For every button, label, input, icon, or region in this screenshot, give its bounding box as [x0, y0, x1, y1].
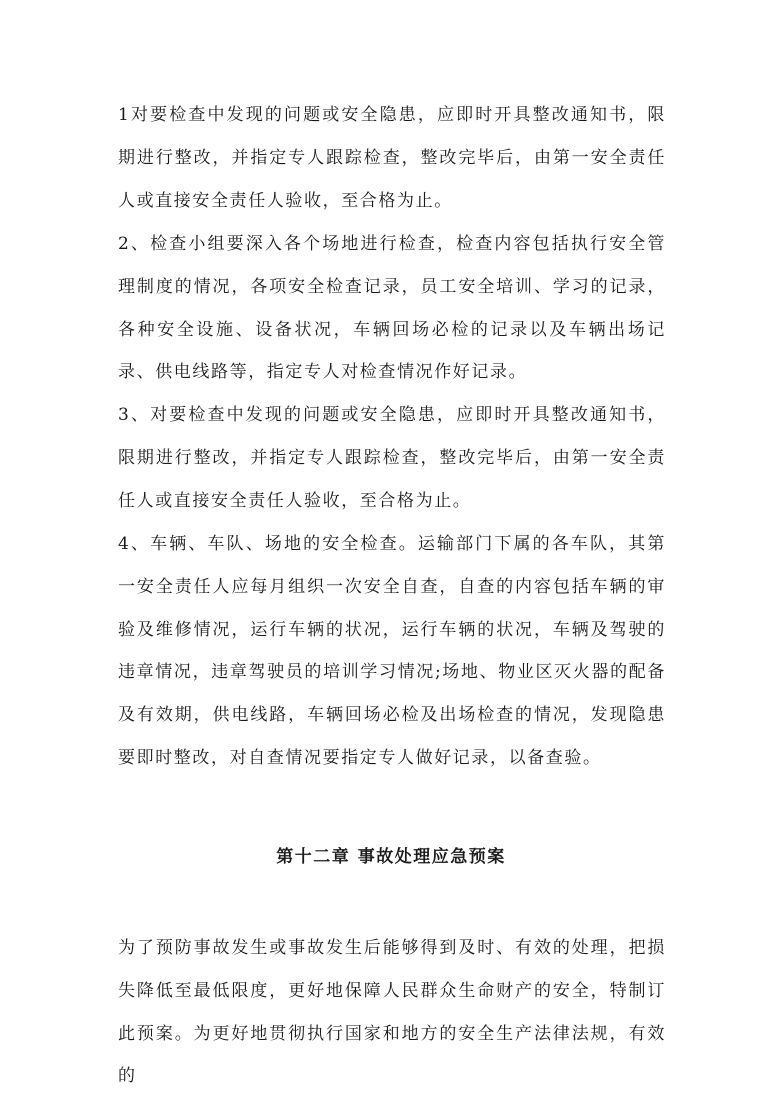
paragraph-item-1: 1对要检查中发现的问题或安全隐患，应即时开具整改通知书，限期进行整改，并指定专人跟踪检查，整改完毕后，由第一安全责任人或直接安全责任人验收，至合格为止。	[118, 105, 666, 211]
paragraph-item-4: 4、车辆、车队、场地的安全检查。运输部门下属的各车队，其第一安全责任人应每月组织一次安全自查，自查的内容包括车辆的审验及维修情况，运行车辆的状况，运行车辆的状况，车辆及驾驶的违章情况，违章驾驶员的培训学习情况;场地、物业区灭火器的配备及有效期，供电线路，车辆回场必检及出场检查的情况，发现隐患要即时整改，对自查情况要指定专人做好记录，以备查验。	[118, 534, 666, 768]
paragraph-item-2: 2、检查小组要深入各个场地进行检查，检查内容包括执行安全管理制度的情况，各项安全检查记录，员工安全培训、学习的记录，各种安全设施、设备状况，车辆回场必检的记录以及车辆出场记录、供电线路等，指定专人对检查情况作好记录。	[118, 234, 666, 383]
chapter-heading: 第十二章 事故处理应急预案	[276, 847, 506, 867]
paragraph-item-3: 3、对要检查中发现的问题或安全隐患，应即时开具整改通知书，限期进行整改，并指定专人跟踪检查，整改完毕后，由第一安全责任人或直接安全责任人验收，至合格为止。	[118, 405, 666, 511]
intro-paragraph: 为了预防事故发生或事故发生后能够得到及时、有效的处理，把损失降低至最低限度，更好地保障人民群众生命财产的安全，特制订此预案。为更好地贯彻执行国家和地方的安全生产法律法规，有效的	[118, 938, 666, 1087]
